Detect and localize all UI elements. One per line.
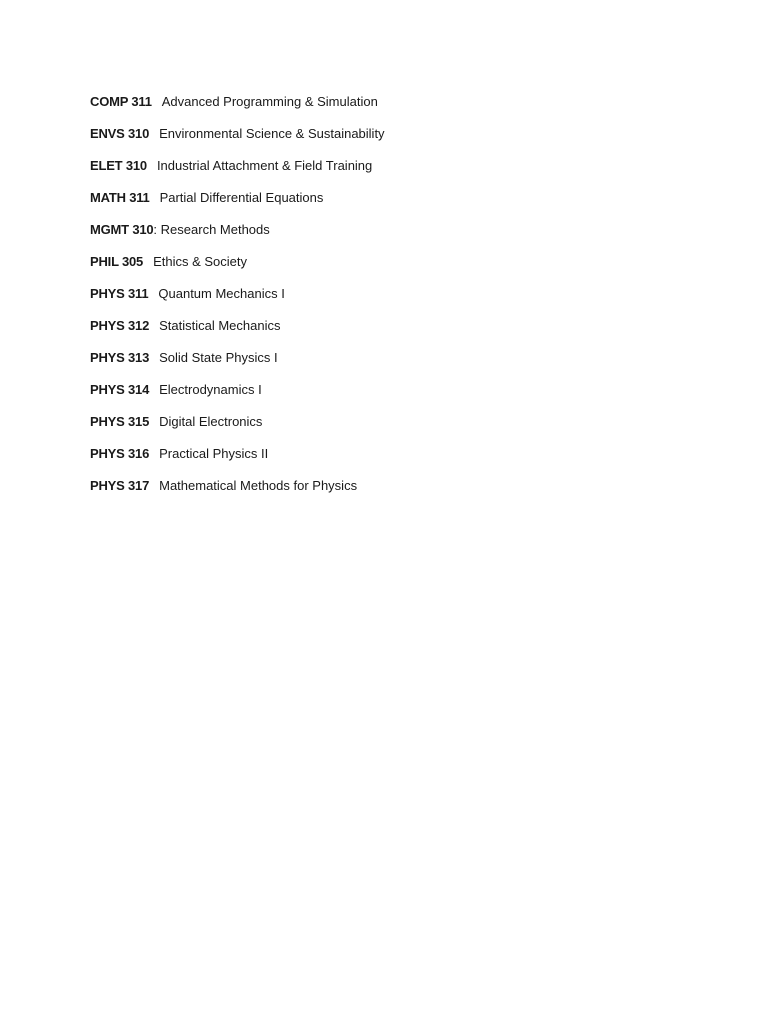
course-title: Advanced Programming & Simulation bbox=[161, 94, 378, 109]
course-code: MATH 311 bbox=[90, 190, 150, 205]
course-code: COMP 311 bbox=[90, 94, 152, 109]
course-title: Research Methods bbox=[160, 222, 270, 237]
course-item bbox=[90, 124, 385, 156]
course-code: PHYS 317 bbox=[90, 478, 150, 493]
course-item bbox=[90, 444, 385, 476]
course-item bbox=[90, 380, 385, 412]
course-item bbox=[90, 316, 385, 348]
course-code: PHYS 312 bbox=[90, 318, 150, 333]
course-code: PHIL 305 bbox=[90, 254, 144, 269]
course-code: ENVS 310 bbox=[90, 126, 150, 141]
course-item bbox=[90, 252, 385, 284]
course-item bbox=[90, 92, 385, 124]
course-item bbox=[90, 476, 385, 508]
course-code: PHYS 315 bbox=[90, 414, 150, 429]
course-list bbox=[90, 92, 385, 508]
course-title: Digital Electronics bbox=[159, 414, 263, 429]
course-title: Environmental Science & Sustainability bbox=[159, 126, 385, 141]
course-title: Practical Physics II bbox=[159, 446, 269, 461]
course-title: Mathematical Methods for Physics bbox=[159, 478, 358, 493]
course-item bbox=[90, 156, 385, 188]
course-title: Statistical Mechanics bbox=[159, 318, 281, 333]
course-code: PHYS 314 bbox=[90, 382, 150, 397]
course-title: Solid State Physics I bbox=[159, 350, 278, 365]
course-title: Electrodynamics I bbox=[159, 382, 262, 397]
course-title: Quantum Mechanics I bbox=[158, 286, 285, 301]
course-item bbox=[90, 188, 385, 220]
course-code: PHYS 316 bbox=[90, 446, 150, 461]
course-item bbox=[90, 284, 385, 316]
course-code: PHYS 313 bbox=[90, 350, 150, 365]
course-item bbox=[90, 348, 385, 380]
course-code: ELET 310 bbox=[90, 158, 147, 173]
course-item bbox=[90, 412, 385, 444]
course-code: PHYS 311 bbox=[90, 286, 149, 301]
course-title: Partial Differential Equations bbox=[159, 190, 324, 205]
course-title: Ethics & Society bbox=[153, 254, 248, 269]
course-title: Industrial Attachment & Field Training bbox=[156, 158, 373, 173]
course-item bbox=[90, 220, 385, 252]
course-code: MGMT 310 bbox=[90, 222, 154, 237]
course-separator: : bbox=[153, 222, 161, 237]
